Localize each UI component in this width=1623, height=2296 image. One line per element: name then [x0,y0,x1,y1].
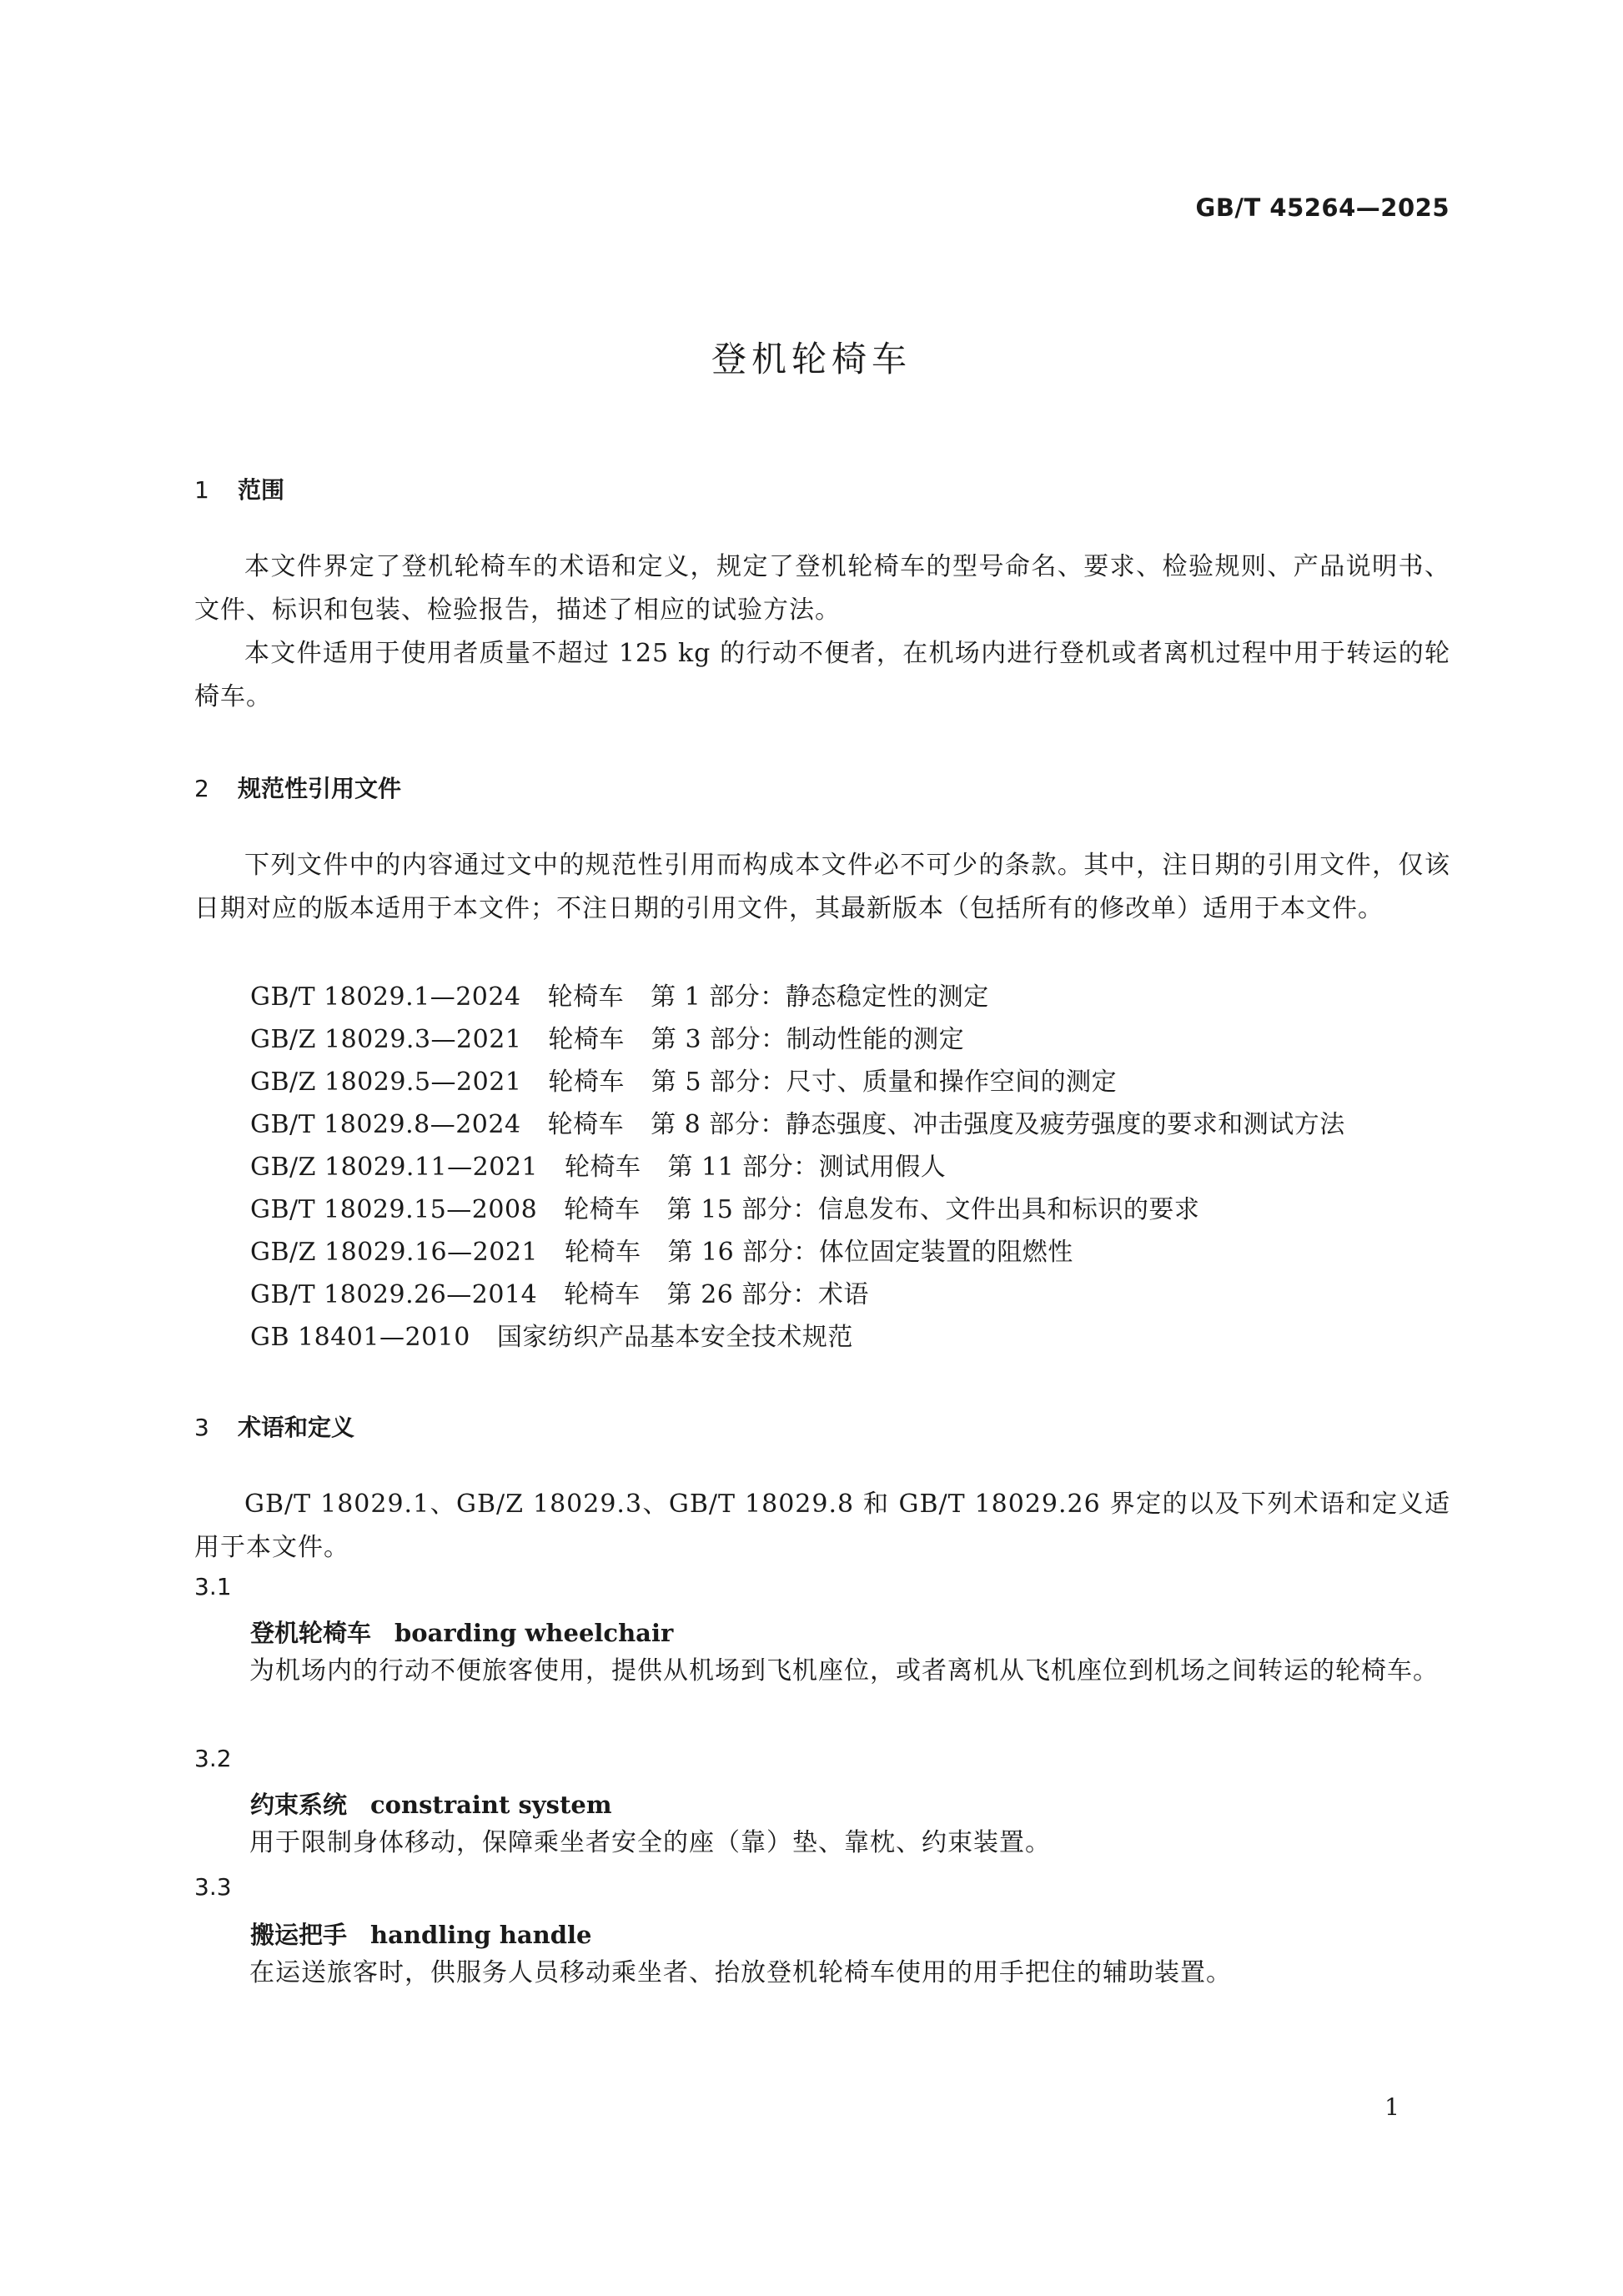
scope-paragraph-2: 本文件适用于使用者质量不超过 125 kg 的行动不便者，在机场内进行登机或者离机过程中用于转运的轮椅车。 [194,639,1450,711]
reference-item [250,1188,1199,1225]
term-number: 3.2 [194,1745,232,1772]
reference-name: 国家纺织产品基本安全技术规范 [496,1323,853,1352]
term-number: 3.1 [194,1573,232,1600]
reference-part: 第 1 部分：静态稳定性的测定 [651,982,989,1012]
term-heading [250,1786,612,1821]
term-zh: 搬运把手 [250,1921,348,1949]
term-definition: 为机场内的行动不便旅客使用，提供从机场到飞机座位，或者离机从飞机座位到机场之间转运的轮椅车。 [249,1656,1439,1686]
reference-code: GB 18401—2010 [250,1323,470,1352]
reference-name: 轮椅车 [548,1025,625,1054]
reference-name: 轮椅车 [564,1280,641,1309]
term-zh: 约束系统 [250,1791,348,1819]
reference-part: 第 16 部分：体位固定装置的阻燃性 [667,1238,1073,1267]
reference-part: 第 5 部分：尺寸、质量和操作空间的测定 [651,1068,1118,1097]
section-heading-terms-definitions [194,1409,354,1443]
page-number: 1 [1384,2093,1399,2121]
section-heading-normative-references [194,771,401,804]
reference-part: 第 3 部分：制动性能的测定 [651,1025,965,1054]
reference-name: 轮椅车 [564,1195,641,1224]
reference-part: 第 8 部分：静态强度、冲击强度及疲劳强度的要求和测试方法 [651,1110,1345,1139]
reference-code: GB/T 18029.8—2024 [250,1110,521,1139]
section-number: 1 [194,476,209,504]
reference-name: 轮椅车 [547,982,625,1012]
reference-item [250,1061,1117,1098]
reference-code: GB/T 18029.15—2008 [250,1195,538,1224]
reference-item [250,1018,964,1055]
reference-item [250,976,989,1012]
term-zh: 登机轮椅车 [250,1619,372,1647]
reference-name: 轮椅车 [547,1110,625,1139]
section-title: 术语和定义 [238,1414,355,1441]
term-definition: 在运送旅客时，供服务人员移动乘坐者、抬放登机轮椅车使用的用手把住的辅助装置。 [249,1958,1232,1987]
reference-part: 第 11 部分：测试用假人 [667,1153,947,1182]
section-number: 3 [194,1414,209,1441]
reference-item [250,1146,946,1183]
reference-code: GB/Z 18029.3—2021 [250,1025,522,1054]
reference-code: GB/T 18029.26—2014 [250,1280,538,1309]
reference-name: 轮椅车 [548,1068,625,1097]
term-heading [250,1615,673,1649]
reference-code: GB/Z 18029.5—2021 [250,1068,522,1097]
reference-item [250,1316,853,1353]
reference-code: GB/Z 18029.11—2021 [250,1153,538,1182]
reference-part: 第 15 部分：信息发布、文件出具和标识的要求 [666,1195,1200,1224]
reference-item [250,1231,1073,1268]
term-definition: 用于限制身体移动，保障乘坐者安全的座（靠）垫、靠枕、约束装置。 [249,1828,1051,1857]
term-en: boarding wheelchair [394,1619,674,1647]
term-heading [250,1917,591,1951]
reference-code: GB/Z 18029.16—2021 [250,1238,538,1267]
section-title: 规范性引用文件 [238,775,402,802]
standard-number: GB/T 45264—2025 [1195,193,1450,222]
reference-name: 轮椅车 [565,1238,641,1267]
reference-item [250,1274,869,1310]
section-number: 2 [194,775,209,802]
scope-paragraph-1: 本文件界定了登机轮椅车的术语和定义，规定了登机轮椅车的型号命名、要求、检验规则、产品说明书、文件、标识和包装、检验报告，描述了相应的试验方法。 [194,552,1450,625]
term-number: 3.3 [194,1873,232,1901]
reference-part: 第 26 部分：术语 [666,1280,869,1309]
document-title: 登机轮椅车 [711,339,912,379]
reference-item [250,1103,1345,1140]
terms-intro: GB/T 18029.1、GB/Z 18029.3、GB/T 18029.8 和 GB/T 18029.26 界定的以及下列术语和定义适用于本文件。 [194,1490,1450,1562]
reference-code: GB/T 18029.1—2024 [250,982,521,1012]
references-intro: 下列文件中的内容通过文中的规范性引用而构成本文件必不可少的条款。其中，注日期的引用文件，仅该日期对应的版本适用于本文件；不注日期的引用文件，其最新版本（包括所有的修改单）适用于本文件。 [194,851,1450,923]
term-en: handling handle [370,1921,592,1949]
term-en: constraint system [370,1791,612,1819]
reference-name: 轮椅车 [565,1153,641,1182]
section-title: 范围 [238,476,285,504]
section-heading-scope [194,472,284,505]
